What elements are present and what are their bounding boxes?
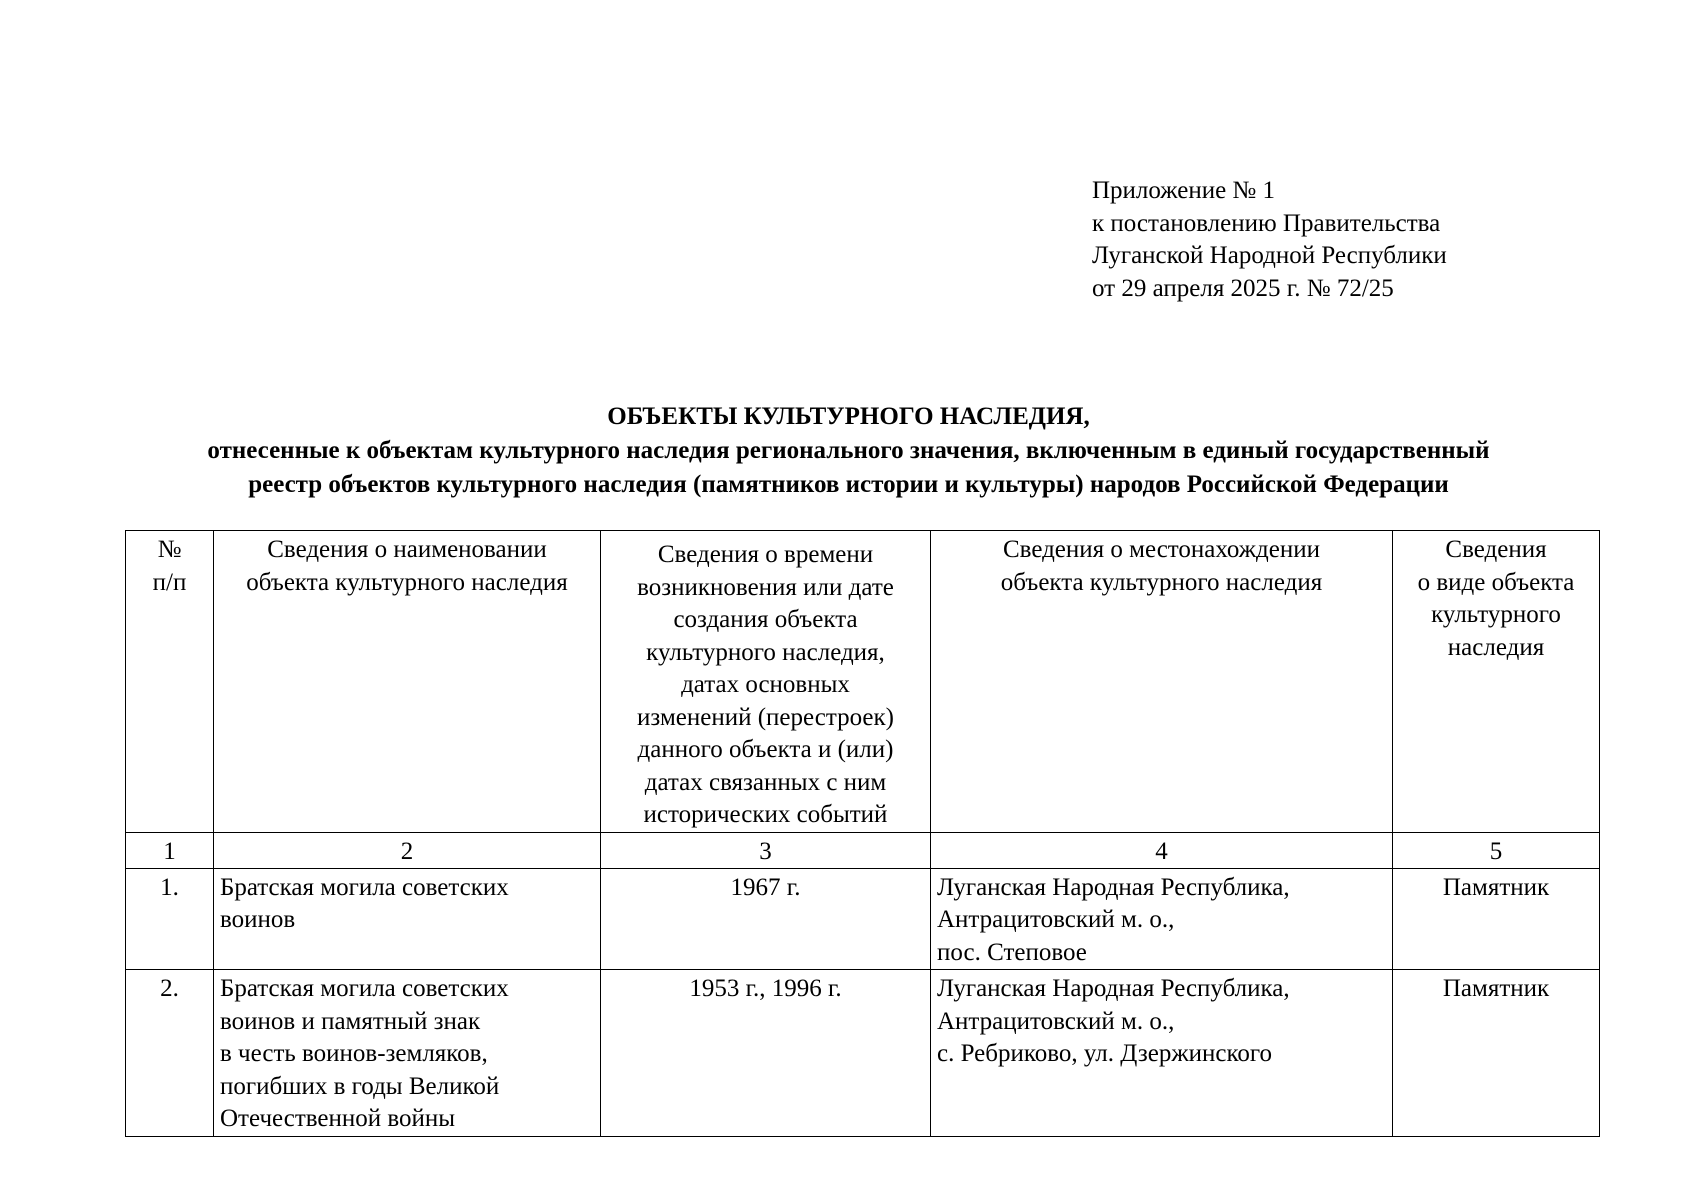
header-dates: Сведения о времени возникновения или дате создания объекта культурного наследия, датах основных изменений (перестроек) данного объекта и (или) датах связанных с ним исторических событий: [601, 531, 931, 833]
document-subtitle-line: реестр объектов культурного наследия (памятников истории и культуры) народов Российской Федерации: [248, 471, 1449, 498]
table-row: [126, 970, 1600, 1137]
appendix-line: к постановлению Правительства: [1092, 209, 1441, 237]
object-location: Луганская Народная Республика, Антрацитовский м. о., с. Ребриково, ул. Дзержинского: [931, 970, 1393, 1137]
header-type: Сведения о виде объекта культурного наследия: [1393, 531, 1600, 833]
header-location: Сведения о местонахождении объекта культурного наследия: [931, 531, 1393, 833]
object-name: Братская могила советских воинов и памятный знак в честь воинов-земляков, погибших в годы Великой Отечественной войны: [214, 970, 601, 1137]
column-number-row: [126, 832, 1600, 868]
header-name: Сведения о наименовании объекта культурного наследия: [214, 531, 601, 833]
document-title: ОБЪЕКТЫ КУЛЬТУРНОГО НАСЛЕДИЯ,: [607, 403, 1090, 430]
table-row: [126, 868, 1600, 970]
column-number: 3: [601, 832, 931, 868]
row-number: 2.: [126, 970, 214, 1137]
object-location: Луганская Народная Республика, Антрацитовский м. о., пос. Степовое: [931, 868, 1393, 970]
object-type: Памятник: [1393, 868, 1600, 970]
row-number: 1.: [126, 868, 214, 970]
appendix-line: от 29 апреля 2025 г. № 72/25: [1092, 274, 1394, 302]
object-dates: 1953 г., 1996 г.: [601, 970, 931, 1137]
object-type: Памятник: [1393, 970, 1600, 1137]
heritage-table: [125, 530, 1600, 1137]
document-subtitle-line: отнесенные к объектам культурного наследия регионального значения, включенным в единый государственный: [207, 437, 1490, 464]
column-number: 4: [931, 832, 1393, 868]
document-heading: [0, 400, 1697, 502]
column-number: 5: [1393, 832, 1600, 868]
header-number: № п/п: [126, 531, 214, 833]
table-header-row: [126, 531, 1600, 833]
object-dates: 1967 г.: [601, 868, 931, 970]
column-number: 1: [126, 832, 214, 868]
appendix-line: Приложение № 1: [1092, 177, 1276, 204]
appendix-block: [1092, 175, 1447, 305]
object-name: Братская могила советских воинов: [214, 868, 601, 970]
appendix-line: Луганской Народной Республики: [1092, 242, 1447, 269]
column-number: 2: [214, 832, 601, 868]
